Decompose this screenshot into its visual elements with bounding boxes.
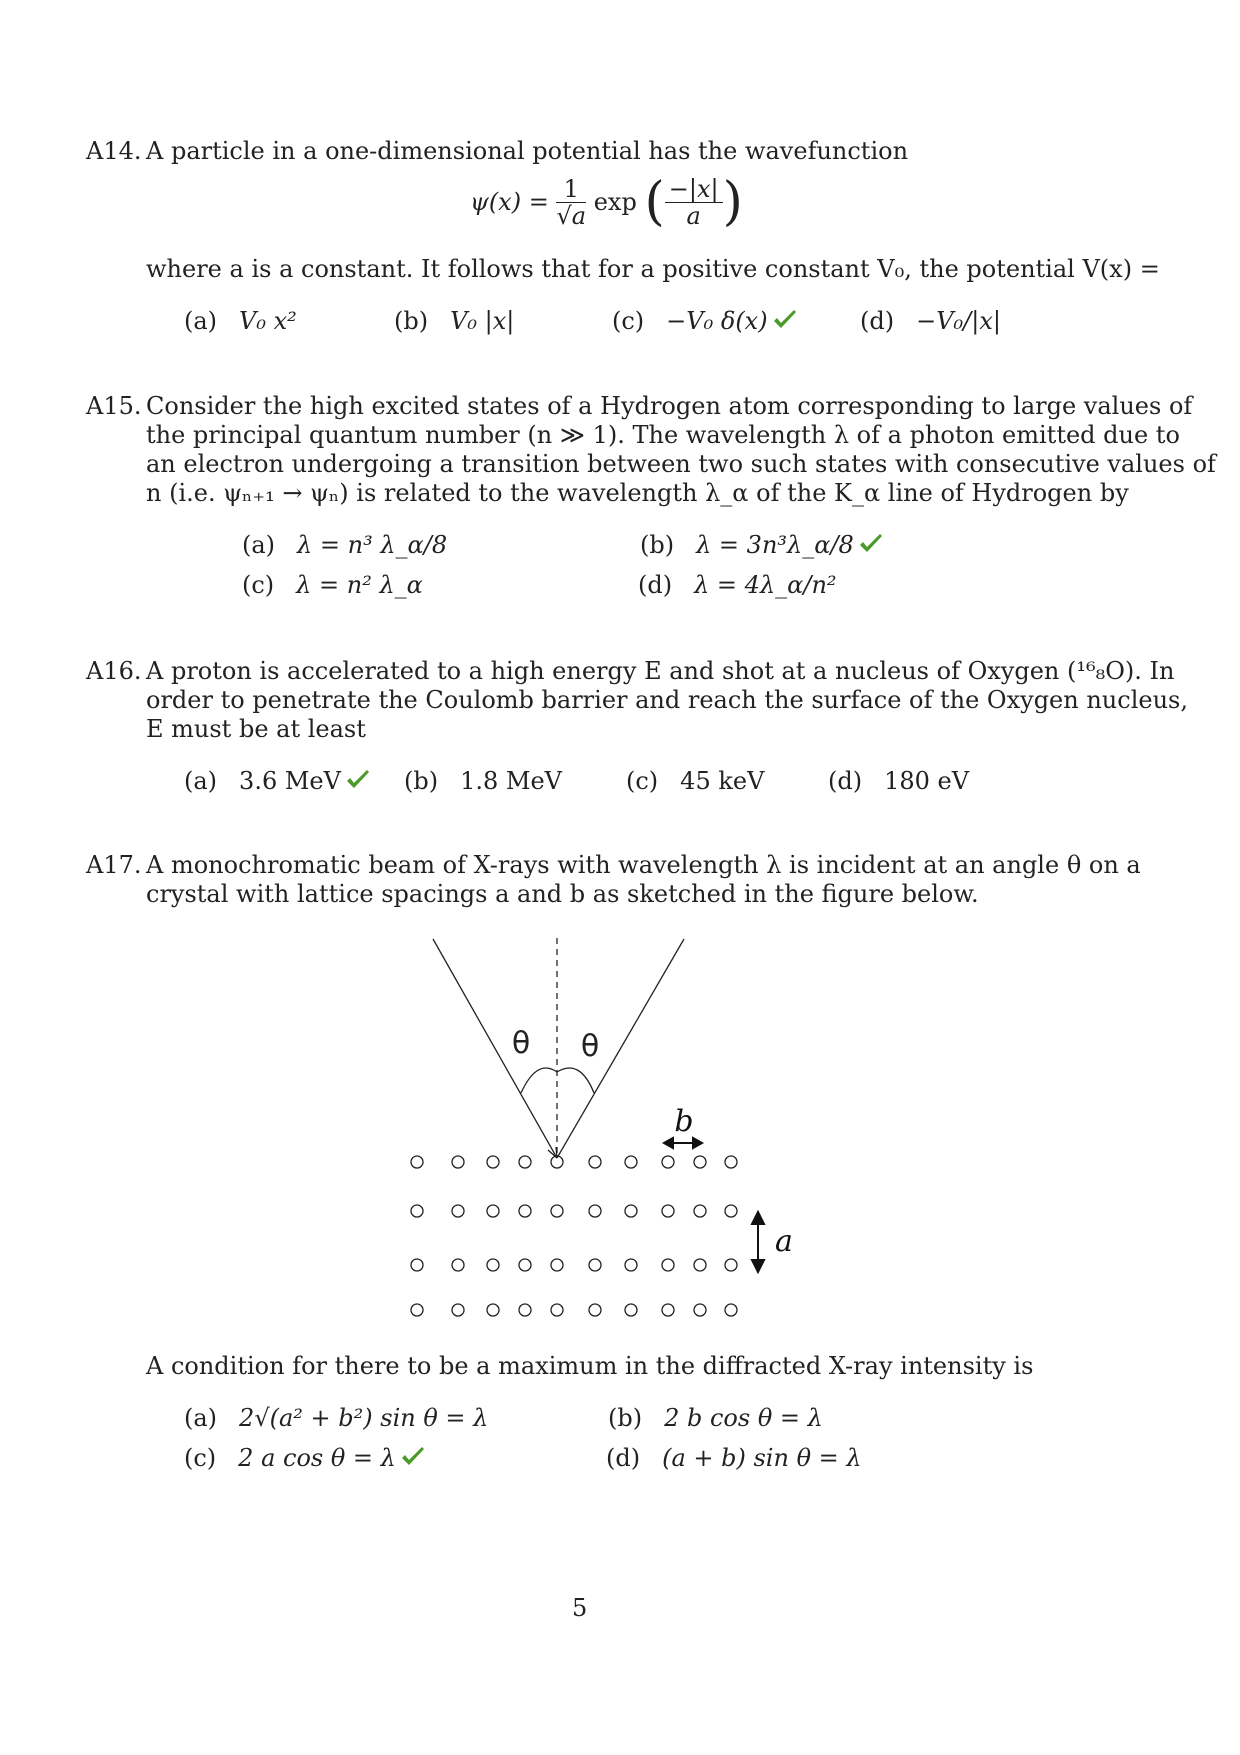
q14-option-d-text: −V₀/|x| <box>916 307 1001 335</box>
q15-number: A15. <box>86 392 142 420</box>
q15-line-3: an electron undergoing a transition between two such states with consecutive values of <box>146 450 1216 478</box>
theta-right-label: θ <box>580 1029 600 1064</box>
q15-line-1: Consider the high excited states of a Hydrogen atom corresponding to large values of <box>146 392 1193 420</box>
q14-option-c-label: (c) <box>612 307 645 335</box>
q14-option-a <box>184 307 297 335</box>
q17-option-d-label: (d) <box>606 1444 641 1472</box>
q15-option-b-text: λ = 3n³λ_α/8 <box>696 531 854 559</box>
q17-option-d <box>606 1444 862 1472</box>
q14-eq-inner-num: −|x| <box>665 176 723 203</box>
lattice-row-3 <box>411 1259 737 1271</box>
q17-option-a-label: (a) <box>184 1404 218 1432</box>
spacing-a-arrow <box>752 1212 764 1272</box>
q17-option-c-text: 2 a cos θ = λ <box>238 1444 396 1472</box>
checkmark-icon <box>400 1446 426 1468</box>
q14-option-b <box>394 307 514 335</box>
q17-option-c <box>184 1444 426 1472</box>
q14-option-b-text: V₀ |x| <box>450 307 515 335</box>
q16-option-b-label: (b) <box>404 767 439 795</box>
q14-eq-frac-den: √a <box>556 201 587 230</box>
q15-line-2: the principal quantum number (n ≫ 1). The wavelength λ of a photon emitted due to <box>146 421 1180 449</box>
q16-option-d-label: (d) <box>828 767 863 795</box>
q17-option-d-text: (a + b) sin θ = λ <box>662 1444 862 1472</box>
checkmark-icon <box>858 533 884 555</box>
q14-number: A14. <box>86 137 142 165</box>
q14-eq-inner-den: a <box>686 201 701 230</box>
q16-option-a-label: (a) <box>184 767 218 795</box>
q15-option-c-label: (c) <box>242 571 275 599</box>
q16-line-3: E must be at least <box>146 715 366 743</box>
q15-option-c <box>242 571 423 599</box>
q17-option-a <box>184 1404 488 1432</box>
angle-arc-left <box>521 1068 557 1093</box>
q15-option-a-label: (a) <box>242 531 276 559</box>
q17-option-b <box>608 1404 823 1432</box>
q14-option-c <box>612 307 798 335</box>
q17-condition: A condition for there to be a maximum in the diffracted X-ray intensity is <box>146 1352 1034 1380</box>
q14-eq-frac-num: 1 <box>556 176 586 203</box>
q15-option-d-text: λ = 4λ_α/n² <box>694 571 837 599</box>
q17-line-1: A monochromatic beam of X-rays with wavelength λ is incident at an angle θ on a <box>146 851 1141 879</box>
q16-option-c-label: (c) <box>626 767 659 795</box>
lattice-row-4 <box>411 1304 737 1316</box>
page-number: 5 <box>572 1594 588 1622</box>
q16-option-a-text: 3.6 MeV <box>239 767 341 795</box>
q16-line-2: order to penetrate the Coulomb barrier and reach the surface of the Oxygen nucleus, <box>146 686 1188 714</box>
q14-option-d <box>860 307 1001 335</box>
spacing-a-label: a <box>775 1224 793 1259</box>
q17-diffraction-figure <box>380 925 800 1325</box>
q14-option-a-label: (a) <box>184 307 218 335</box>
q15-line-4: n (i.e. ψₙ₊₁ → ψₙ) is related to the wavelength λ_α of the K_α line of Hydrogen by <box>146 479 1129 507</box>
incident-ray <box>433 939 557 1158</box>
q16-option-b-text: 1.8 MeV <box>460 767 562 795</box>
q15-option-b-label: (b) <box>640 531 675 559</box>
spacing-b-arrow <box>664 1138 702 1148</box>
q14-option-b-label: (b) <box>394 307 429 335</box>
q17-option-b-text: 2 b cos θ = λ <box>664 1404 823 1432</box>
q14-eq-rparen: ) <box>722 172 743 232</box>
q15-option-b <box>640 531 884 559</box>
q15-option-d-label: (d) <box>638 571 673 599</box>
q16-line-1: A proton is accelerated to a high energy E and shot at a nucleus of Oxygen (¹⁶₈O). In <box>146 657 1175 685</box>
q14-option-a-text: V₀ x² <box>239 307 297 335</box>
q17-option-a-text: 2√(a² + b²) sin θ = λ <box>239 1404 489 1432</box>
q16-option-d <box>828 767 969 795</box>
q16-option-a <box>184 767 371 795</box>
q14-eq-inner-frac <box>665 176 723 229</box>
diffracted-ray <box>557 939 684 1158</box>
q14-eq-lhs: ψ(x) = <box>470 188 549 216</box>
checkmark-icon <box>772 309 798 331</box>
q14-intro: A particle in a one-dimensional potential has the wavefunction <box>146 137 909 165</box>
lattice-row-2 <box>411 1205 737 1217</box>
q17-option-b-label: (b) <box>608 1404 643 1432</box>
q16-option-c-text: 45 keV <box>680 767 765 795</box>
checkmark-icon <box>345 769 371 791</box>
q14-eq-lparen: ( <box>644 172 665 232</box>
q15-option-c-text: λ = n² λ_α <box>296 571 423 599</box>
q14-eq-frac <box>556 176 586 229</box>
q14-equation <box>470 172 743 232</box>
q16-option-c <box>626 767 764 795</box>
q17-line-2: crystal with lattice spacings a and b as sketched in the figure below. <box>146 880 979 908</box>
q16-option-b <box>404 767 562 795</box>
q14-followup: where a is a constant. It follows that for a positive constant V₀, the potential V(x) = <box>146 255 1160 283</box>
theta-left-label: θ <box>511 1026 531 1061</box>
lattice-row-1 <box>411 1156 737 1168</box>
q17-option-c-label: (c) <box>184 1444 217 1472</box>
q16-option-d-text: 180 eV <box>884 767 970 795</box>
q14-option-d-label: (d) <box>860 307 895 335</box>
q15-option-d <box>638 571 837 599</box>
q14-option-c-text: −V₀ δ(x) <box>666 307 768 335</box>
q15-option-a-text: λ = n³ λ_α/8 <box>297 531 448 559</box>
q17-number: A17. <box>86 851 142 879</box>
q15-option-a <box>242 531 447 559</box>
q14-eq-exp: exp <box>593 188 637 216</box>
spacing-b-label: b <box>674 1104 694 1139</box>
angle-arc-right <box>557 1068 594 1093</box>
q16-number: A16. <box>86 657 142 685</box>
